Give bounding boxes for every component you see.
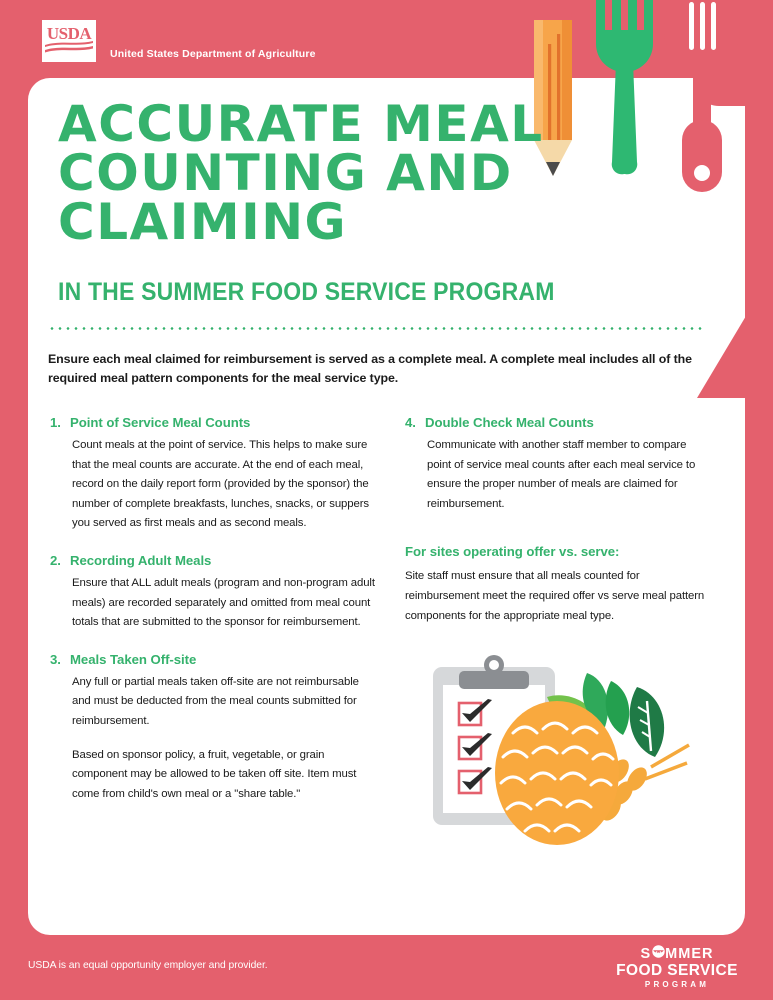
agency-name: United States Department of Agriculture bbox=[110, 48, 316, 60]
item-paragraph: Count meals at the point of service. This helps to make sure that the meal counts are accurate. At the end of each meal, record on the daily report form (provided by the sponsor) the number of complete breakfasts, lunches, snacks, or suppers you served as first meals and as second meals. bbox=[72, 439, 369, 530]
usda-logo bbox=[42, 20, 96, 62]
item-title: Point of Service Meal Counts bbox=[70, 415, 251, 430]
item-number: 2. bbox=[50, 553, 61, 569]
item-paragraph: Any full or partial meals taken off-site are not reimbursable and must be deducted from the meal counts submitted for reimbursement. bbox=[72, 675, 359, 728]
item-title: Meals Taken Off-site bbox=[70, 651, 197, 667]
sfsp-logo bbox=[612, 945, 742, 993]
item-paragraph: Ensure that ALL adult meals (program and non-program adult meals) are recorded separately and omitted from meal count totals that are submitted to the sponsor for reimbursement. bbox=[72, 577, 375, 629]
offer-vs-serve-body: Site staff must ensure that all meals counted for reimbursement meet the required offer vs serve meal pattern components for the appropriate meal type. bbox=[405, 570, 705, 622]
item-heading bbox=[50, 652, 380, 667]
item-title: Recording Adult Meals bbox=[70, 553, 212, 569]
sfsp-logo-line-2: FOOD SERVICE bbox=[616, 962, 738, 979]
item-body bbox=[50, 436, 380, 534]
item-title: Double Check Meal Counts bbox=[425, 415, 594, 430]
page-title-line-1: ACCURATE MEAL bbox=[58, 95, 544, 153]
sfsp-logo-line-3: PROGRAM bbox=[644, 980, 710, 989]
item-heading bbox=[50, 553, 380, 568]
page-title-line-3: CLAIMING bbox=[58, 193, 348, 251]
list-item bbox=[405, 415, 705, 514]
item-paragraph: Communicate with another staff member to compare point of service meal counts after each meal service to ensure the proper number of meals are claimed for reimbursement. bbox=[427, 439, 696, 510]
page-subtitle: IN THE SUMMER FOOD SERVICE PROGRAM bbox=[58, 278, 555, 306]
item-heading bbox=[50, 415, 380, 430]
item-paragraph: Based on sponsor policy, a fruit, vegetable, or grain component may be allowed to be taken off site. Item must come from child's own meal or a "share table." bbox=[72, 748, 357, 800]
item-body bbox=[50, 673, 380, 805]
right-column bbox=[405, 415, 705, 626]
list-item bbox=[50, 415, 380, 534]
item-body bbox=[405, 436, 705, 514]
list-item bbox=[50, 553, 380, 633]
item-heading bbox=[405, 415, 705, 430]
watermelon-icon bbox=[652, 945, 665, 962]
item-body bbox=[50, 574, 380, 633]
sfsp-logo-mmer: MMER bbox=[665, 945, 714, 962]
pineapple-icon bbox=[495, 701, 619, 845]
equal-opportunity-note: USDA is an equal opportunity employer and provider. bbox=[28, 960, 268, 971]
sfsp-logo-s: S bbox=[640, 945, 652, 962]
item-number: 3. bbox=[50, 651, 61, 667]
left-column bbox=[50, 415, 380, 824]
page-title-line-2: COUNTING AND bbox=[58, 144, 513, 202]
intro-paragraph: Ensure each meal claimed for reimbursement is served as a complete meal. A complete meal includes all of the required meal pattern components for the meal service type. bbox=[48, 352, 692, 386]
item-number: 4. bbox=[405, 415, 416, 430]
sfsp-logo-line-1 bbox=[612, 945, 742, 962]
divider-dotted bbox=[48, 327, 703, 330]
corner-wedge-bottom bbox=[697, 300, 745, 398]
page-title bbox=[58, 95, 578, 251]
clipboard-produce-illustration bbox=[415, 645, 715, 860]
svg-text:USDA: USDA bbox=[46, 24, 92, 43]
item-number: 1. bbox=[50, 415, 61, 430]
list-item bbox=[50, 652, 380, 805]
offer-vs-serve-heading: For sites operating offer vs. serve: bbox=[405, 544, 620, 560]
fork-icon bbox=[596, 0, 653, 174]
